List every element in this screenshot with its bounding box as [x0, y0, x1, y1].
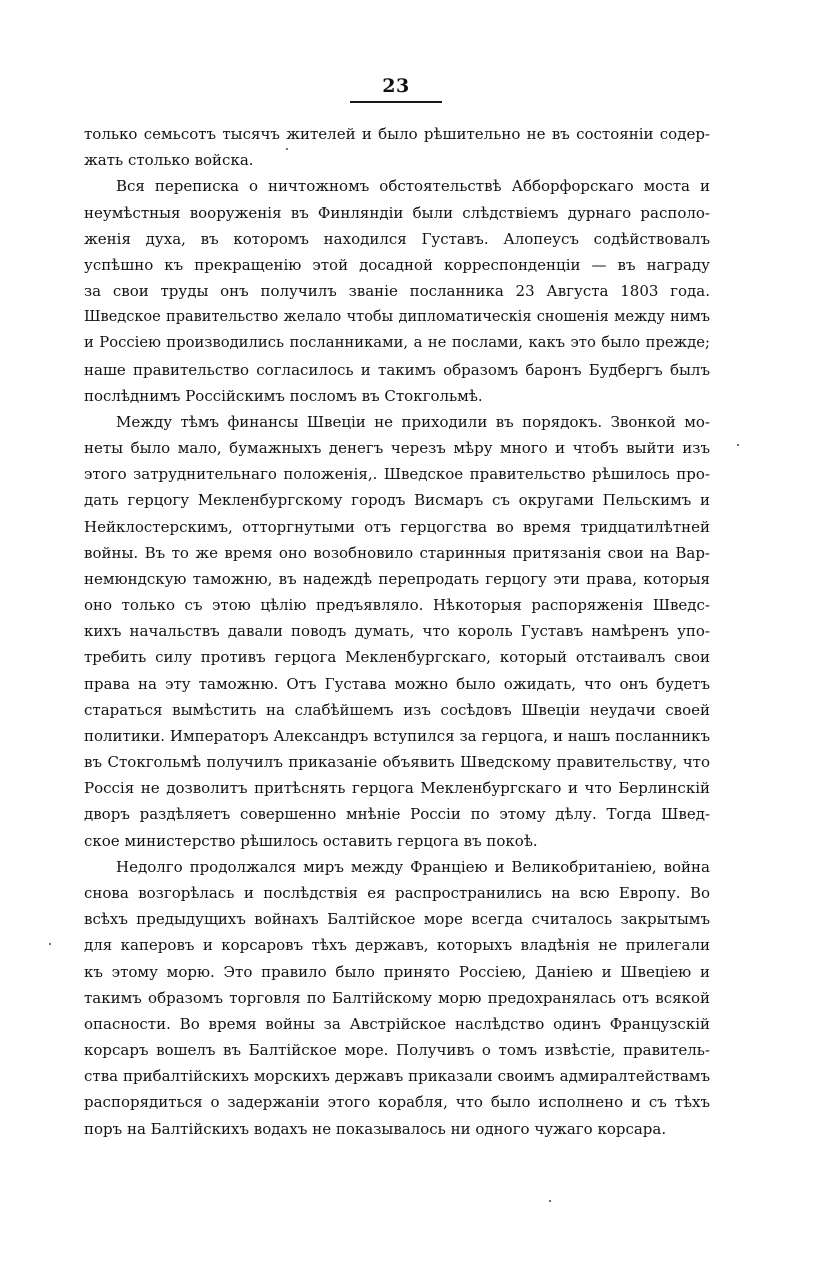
text-line: корсаръ вошелъ въ Балтiйское море. Получивъ о томъ извѣстiе, правитель-	[84, 1041, 710, 1060]
text-line: ское министерство рѣшилось оставить герцога въ покоѣ.	[84, 831, 538, 850]
text-line: распорядиться о задержанiи этого корабля, что было исполнено и съ тѣхъ	[84, 1093, 710, 1112]
text-line: снова возгорѣлась и послѣдствiя ея распространились на всю Европу. Во	[84, 883, 710, 902]
text-line: всѣхъ предыдущихъ войнахъ Балтiйское море всегда считалось закрытымъ	[84, 910, 710, 929]
text-line: такимъ образомъ торговля по Балтiйскому морю предохранялась отъ всякой	[84, 988, 710, 1007]
text-line: права на эту таможню. Отъ Густава можно было ожидать, что онъ будетъ	[84, 674, 710, 693]
text-line: Нейклостерскимъ, отторгнутыми отъ герцогства во время тридцатилѣтней	[84, 517, 710, 536]
text-line: требить силу противъ герцога Мекленбургскаго, который отстаивалъ свои	[84, 648, 710, 667]
text-line: для каперовъ и корсаровъ тѣхъ державъ, которыхъ владѣнiя не прилегали	[84, 936, 710, 955]
text-line: къ этому морю. Это правило было принято Россiею, Данiею и Швецiею и	[84, 962, 710, 981]
text-line: дать герцогу Мекленбургскому городъ Висмаръ съ округами Пельскимъ и	[84, 491, 710, 510]
print-speck	[737, 444, 739, 446]
text-line: въ Стокгольмѣ получилъ приказанiе объявить Шведскому правительству, что	[84, 753, 710, 772]
text-line: женiя духа, въ которомъ находился Густавъ. Алопеусъ содѣйствовалъ	[84, 229, 710, 248]
text-line: этого затруднительнаго положенiя,. Шведское правительство рѣшилось про-	[84, 465, 710, 484]
text-line: стараться вымѣстить на слабѣйшемъ изъ сосѣдовъ Швецiи неудачи своей	[84, 700, 710, 719]
print-speck	[549, 1200, 551, 1202]
text-line: кихъ начальствъ давали поводъ думать, что король Густавъ намѣренъ упо-	[84, 622, 710, 641]
text-line: и Россiею производились посланниками, а не послами, какъ это было прежде;	[84, 334, 710, 352]
text-line: оно только съ этою цѣлiю предъявляло. Нѣкоторыя распоряженiя Шведс-	[84, 596, 710, 615]
text-line: за свои труды онъ получилъ званiе посланника 23 Августа 1803 года.	[84, 282, 710, 301]
header-rule	[350, 101, 442, 103]
text-line: неумѣстныя вооруженiя въ Финляндiи были слѣдствiемъ дурнаго располо-	[84, 203, 710, 222]
text-line: наше правительство согласилось и такимъ образомъ баронъ Будбергъ былъ	[84, 360, 710, 379]
text-line: политики. Императоръ Александръ вступился за герцога, и нашъ посланникъ	[84, 726, 710, 745]
text-line: жать столько войска.	[84, 151, 254, 170]
text-line: Россiя не дозволитъ притѣснять герцога Мекленбургскаго и что Берлинскiй	[84, 779, 710, 798]
text-line: поръ на Балтiйскихъ водахъ не показывалось ни одного чужаго корсара.	[84, 1119, 667, 1138]
text-line: ства прибалтiйскихъ морскихъ державъ приказали своимъ адмиралтействамъ	[84, 1067, 710, 1086]
page-header	[350, 74, 442, 103]
print-speck	[49, 943, 51, 945]
page-number: 23	[382, 75, 410, 97]
text-line: успѣшно къ прекращенiю этой досадной корреспонденцiи — въ награду	[84, 255, 710, 274]
text-line: только семьсотъ тысячъ жителей и было рѣшительно не въ состоянiи содер-	[84, 125, 710, 143]
text-line: дворъ раздѣляетъ совершенно мнѣнiе Россiи по этому дѣлу. Тогда Швед-	[84, 805, 710, 824]
paragraph-first-line: Недолго продолжался миръ между Францiею и Великобританiею, война	[116, 857, 710, 876]
paragraph-first-line: Вся переписка о ничтожномъ обстоятельствѣ Абборфорскаго моста и	[116, 177, 710, 196]
text-line: Шведское правительство желало чтобы дипломатическiя сношенiя между нимъ	[84, 309, 710, 326]
print-speck	[286, 148, 288, 150]
text-line: послѣднимъ Россiйскимъ посломъ въ Стокгольмѣ.	[84, 386, 483, 405]
text-line: войны. Въ то же время оно возобновило старинныя притязанiя свои на Вар-	[84, 543, 710, 562]
paragraph-first-line: Между тѣмъ финансы Швецiи не приходили въ порядокъ. Звонкой мо-	[116, 412, 710, 431]
text-line: опасности. Во время войны за Австрiйское наслѣдство одинъ Французскiй	[84, 1014, 710, 1033]
text-line: неты было мало, бумажныхъ денегъ черезъ мѣру много и чтобъ выйти изъ	[84, 439, 710, 458]
body-text	[84, 121, 710, 1142]
text-line: немюндскую таможню, въ надеждѣ перепродать герцогу эти права, которыя	[84, 569, 710, 588]
